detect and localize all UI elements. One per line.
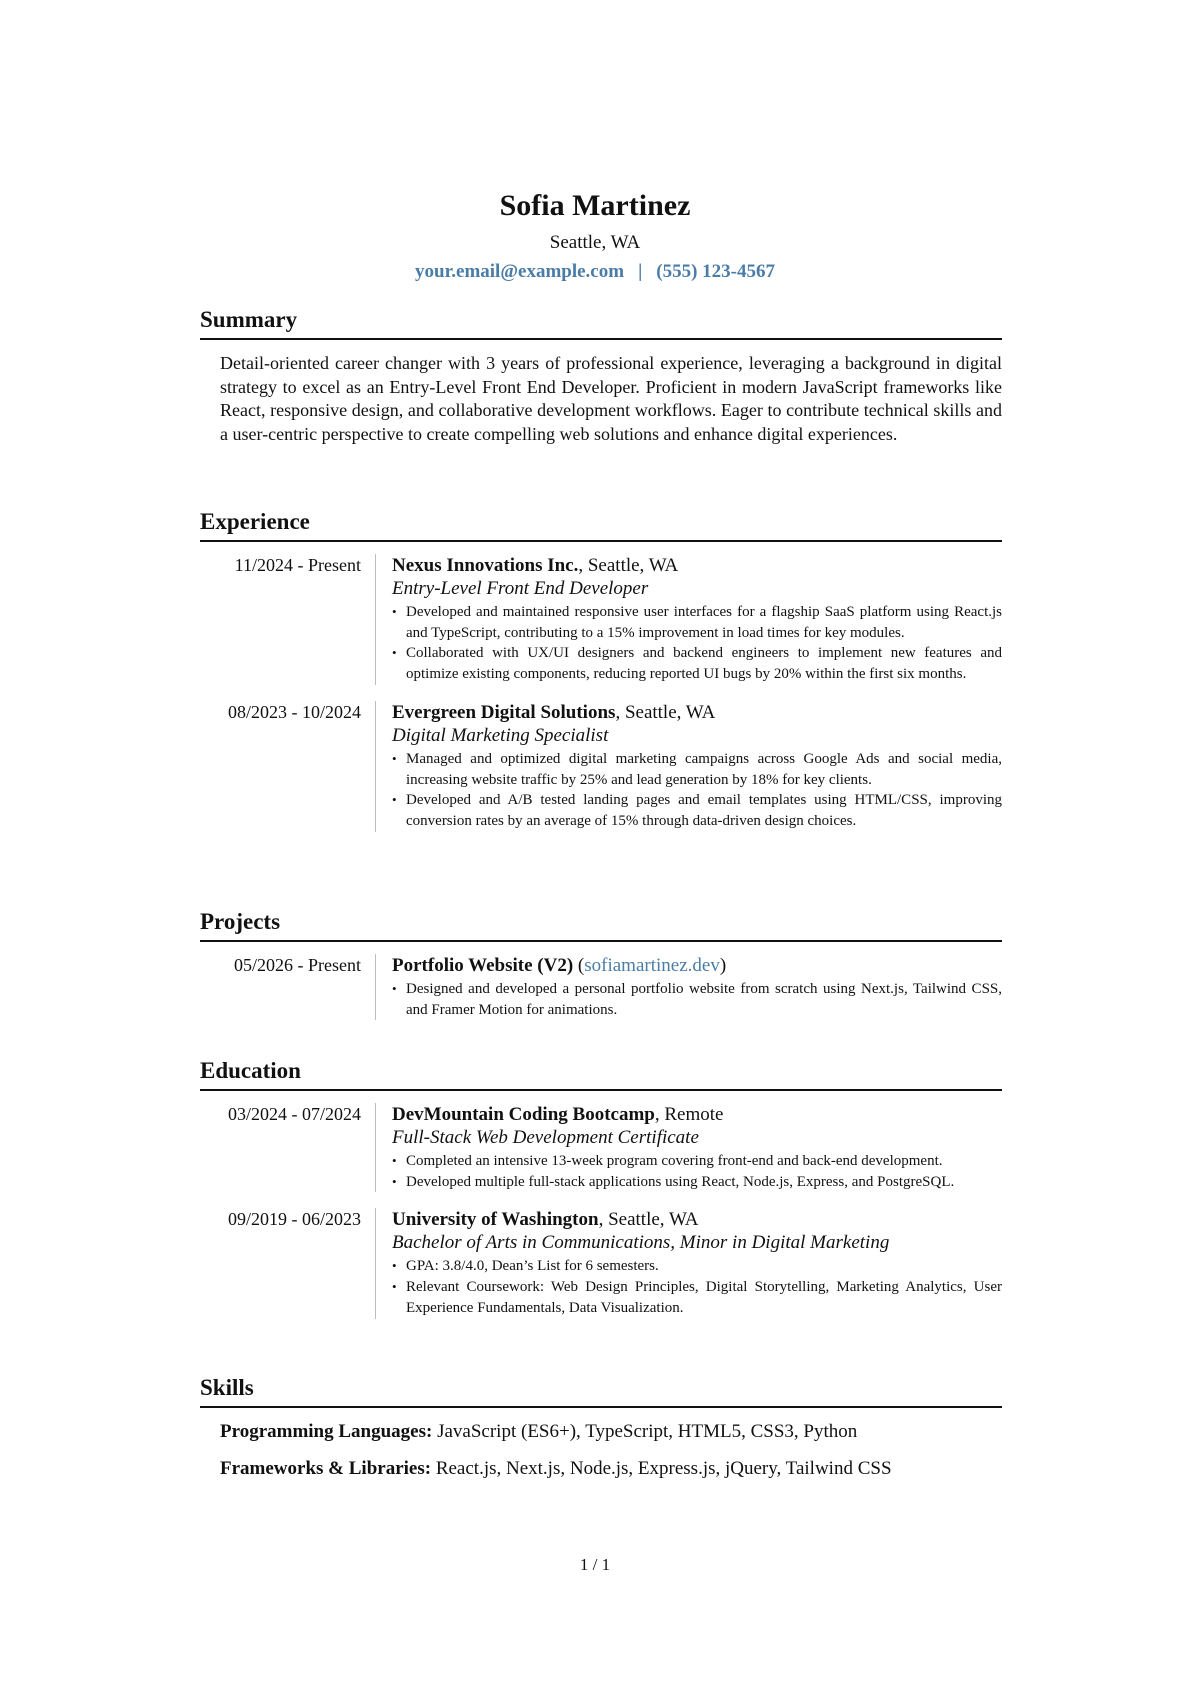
entry-date: 08/2023 - 10/2024: [200, 701, 376, 832]
experience-entry: [200, 554, 1002, 685]
candidate-location: Seattle, WA: [549, 232, 641, 253]
entry-date: 11/2024 - Present: [200, 554, 376, 685]
project-entry: [200, 954, 1002, 1020]
entry-date: 05/2026 - Present: [200, 954, 376, 1020]
bullet-item: • Relevant Coursework: Web Design Principles, Digital Storytelling, Marketing Analytics, User Experience Fundamentals, Data Visualization.: [392, 1277, 1002, 1318]
skill-label: Programming Languages:: [220, 1421, 433, 1442]
education-entry: [200, 1208, 1002, 1318]
project-name: Portfolio Website (V2): [392, 955, 574, 976]
projects-heading: Projects: [200, 908, 1002, 942]
entry-location: , Seattle, WA: [615, 701, 716, 723]
experience-entry: [200, 701, 1002, 832]
entry-organization: Nexus Innovations Inc.: [392, 555, 579, 576]
resume-header: [0, 188, 1190, 284]
experience-section: [200, 508, 1002, 832]
open-paren: (: [573, 955, 585, 976]
skill-value: React.js, Next.js, Node.js, Express.js, jQuery, Tailwind CSS: [431, 1458, 892, 1479]
entry-date: 09/2019 - 06/2023: [200, 1208, 376, 1318]
entry-heading: [392, 554, 1002, 577]
bullet-item: • GPA: 3.8/4.0, Dean’s List for 6 semesters.: [392, 1256, 1002, 1277]
entry-location: , Seattle, WA: [598, 1209, 699, 1231]
skills-list: [220, 1420, 1002, 1481]
entry-role: Bachelor of Arts in Communications, Minor in Digital Marketing: [392, 1232, 890, 1254]
entry-bullets: [392, 1151, 1002, 1192]
entry-body: [376, 954, 1002, 1020]
entry-organization: University of Washington: [392, 1209, 599, 1231]
email-link[interactable]: your.email@example.com: [415, 261, 625, 282]
entry-heading: [392, 1208, 1002, 1231]
entry-role: Entry-Level Front End Developer: [392, 578, 649, 599]
skill-row: [220, 1457, 1002, 1481]
entry-body: [376, 554, 1002, 685]
entry-bullets: [392, 979, 1002, 1020]
bullet-item: • Collaborated with UX/UI designers and backend engineers to implement new features and optimize existing components, reducing reported UI bugs by 20% within the first six months.: [392, 643, 1002, 684]
bullet-item: • Completed an intensive 13-week program covering front-end and back-end development.: [392, 1151, 1002, 1172]
entry-bullets: [392, 1256, 1002, 1318]
skill-label: Frameworks & Libraries:: [220, 1458, 432, 1479]
summary-section: [200, 306, 1002, 446]
entry-body: [376, 701, 1002, 832]
entry-heading: [392, 701, 1002, 724]
phone-link[interactable]: (555) 123-4567: [656, 261, 775, 282]
skills-heading: Skills: [200, 1374, 1002, 1408]
bullet-item: • Designed and developed a personal portfolio website from scratch using Next.js, Tailwind CSS, and Framer Motion for animations.: [392, 979, 1002, 1020]
candidate-name: Sofia Martinez: [499, 189, 691, 222]
entry-organization: DevMountain Coding Bootcamp: [392, 1104, 655, 1125]
page-number: 1 / 1: [579, 1555, 611, 1574]
project-link[interactable]: sofiamartinez.dev: [584, 955, 720, 976]
entry-bullets: [392, 602, 1002, 685]
bullet-item: • Developed multiple full-stack applications using React, Node.js, Express, and PostgreSQL.: [392, 1172, 1002, 1193]
close-paren: ): [719, 955, 727, 976]
projects-section: [200, 908, 1002, 1020]
bullet-item: • Managed and optimized digital marketing campaigns across Google Ads and social media, increasing website traffic by 25% and lead generation by 18% for key clients.: [392, 749, 1002, 790]
contact-line: [0, 260, 1190, 284]
bullet-item: • Developed and maintained responsive user interfaces for a flagship SaaS platform using React.js and TypeScript, contributing to a 15% improvement in load times for key modules.: [392, 602, 1002, 643]
entry-date: 03/2024 - 07/2024: [200, 1103, 376, 1192]
experience-heading: Experience: [200, 508, 1002, 542]
entry-body: [376, 1103, 1002, 1192]
education-section: [200, 1057, 1002, 1319]
entry-location: , Seattle, WA: [578, 555, 679, 576]
summary-heading: Summary: [200, 306, 1002, 340]
entry-organization: Evergreen Digital Solutions: [392, 701, 616, 723]
skills-section: [200, 1374, 1002, 1481]
entry-body: [376, 1208, 1002, 1318]
entry-role: Full-Stack Web Development Certificate: [392, 1127, 699, 1148]
contact-separator: |: [638, 261, 643, 282]
entry-heading: [392, 1103, 1002, 1126]
education-heading: Education: [200, 1057, 1002, 1091]
entry-location: , Remote: [654, 1104, 724, 1125]
entry-role: Digital Marketing Specialist: [392, 724, 609, 746]
summary-text: Detail-oriented career changer with 3 years of professional experience, leveraging a background in digital strategy to excel as an Entry-Level Front End Developer. Proficient in modern JavaScript frameworks like React, responsive design, and collaborative development workflows. Eager to contribute technical skills and a user-centric perspective to create compelling web solutions and enhance digital experiences.: [220, 353, 1002, 444]
education-entry: [200, 1103, 1002, 1192]
skill-row: [220, 1420, 1002, 1444]
entry-heading: [392, 954, 1002, 977]
skill-value: JavaScript (ES6+), TypeScript, HTML5, CSS3, Python: [432, 1421, 858, 1442]
bullet-item: • Developed and A/B tested landing pages and email templates using HTML/CSS, improving conversion rates by an average of 15% through data-driven design choices.: [392, 790, 1002, 831]
entry-bullets: [392, 749, 1002, 832]
